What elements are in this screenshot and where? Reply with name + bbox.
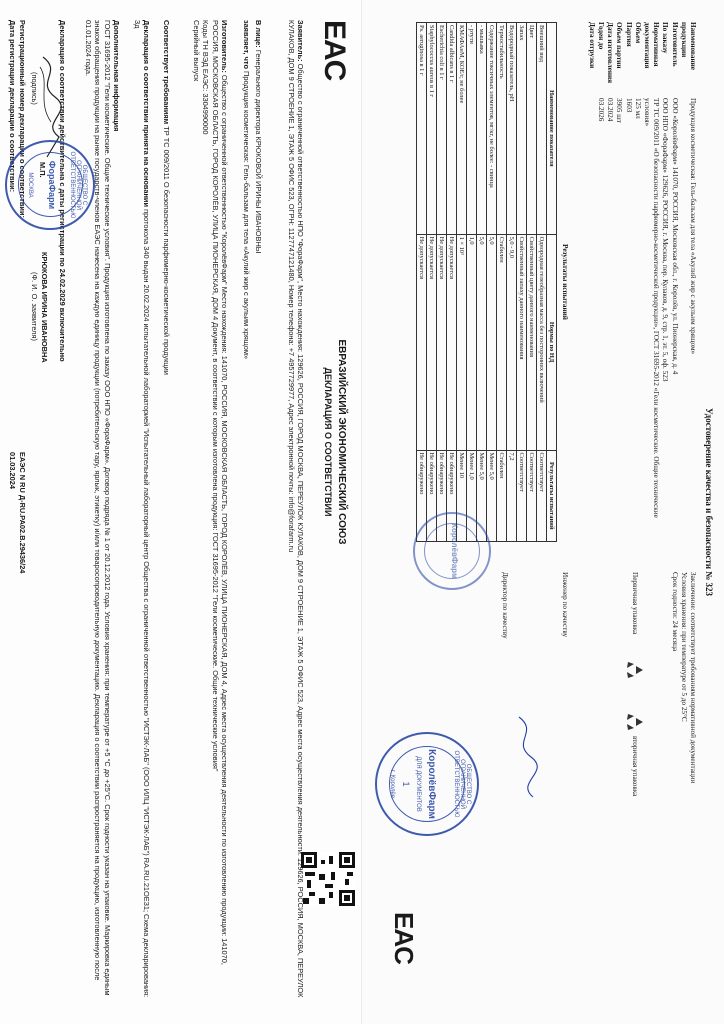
- table-row: [527, 23, 537, 542]
- declares-label: заявляет, что: [242, 20, 251, 69]
- person-text: Генерального директора КРЮКОВОЙ ИРИНЫ ИВАНОВНЫ: [254, 49, 263, 254]
- stamp-city: МОСКВА: [27, 172, 33, 198]
- maker-block: [191, 20, 229, 1000]
- conclusion-block: [669, 572, 697, 992]
- validity-text: 24.02.2029 включительно: [58, 268, 67, 362]
- reg-date: 01.03.2024: [8, 452, 17, 489]
- table-cell: - мышьяка: [477, 23, 487, 235]
- volume-label: Объем: [633, 22, 642, 44]
- page-divider: [361, 0, 362, 1024]
- qr-code-icon: [301, 852, 355, 906]
- extra-label: Дополнительная информация: [112, 20, 121, 132]
- eac-logo: EAC: [389, 912, 419, 964]
- declaration-title: ДЕКЛАРАЦИЯ О СООТВЕТСТВИИ: [323, 367, 333, 517]
- declares-text: Продукция косметическая: Гель-бальзам для тела «Акулий жир с акульим хрящом»: [242, 71, 251, 360]
- table-row: [437, 23, 447, 542]
- recycle-icon: [625, 712, 645, 732]
- table-cell: Внешний вид: [537, 23, 547, 235]
- table-cell: 1,0: [467, 234, 477, 450]
- certificate-content: [367, 12, 719, 1012]
- table-row: [497, 23, 507, 542]
- table-row: [457, 23, 467, 542]
- table-cell: Свойственный запаху данного наименования: [517, 234, 527, 450]
- reg-number-label: Регистрационный номер декларации о соответствии:: [18, 20, 27, 218]
- signature-image: [509, 712, 539, 802]
- product-value: Продукция косметическая: Гель-бальзам для тела «Акулий жир с акульим хрящом»: [689, 98, 697, 355]
- batch-value: 1603: [624, 98, 633, 113]
- stamp-name: КоролёвФарм: [426, 749, 437, 819]
- order-label: По заказу: [661, 22, 670, 54]
- conform-label: Соответствует требованиям: [162, 20, 171, 125]
- table-row: [447, 23, 457, 542]
- table-cell: Запах: [517, 23, 527, 235]
- norm-value: ТР ТС 009/2011 «О безопасности парфюмерно-косметической продукции», ГОСТ 31695-2012 «Гели косметические. Общие технические условия»: [642, 98, 661, 518]
- table-cell: Не допускается: [447, 234, 457, 450]
- doc-line: Документ, в соответствии с которым изготовлена продукция: ГОСТ 31695-2012 "Гели косметические. Общие технические условия": [210, 322, 220, 772]
- eac-logo: EAC: [318, 20, 351, 81]
- signer-caption: (Ф. И. О. заявителя): [30, 272, 39, 341]
- table-cell: Менее 5,0: [487, 450, 497, 541]
- person-block: [254, 20, 263, 1000]
- conform-text: ТР ТС 009/2011 О безопасности парфюмерно-косметической продукции: [162, 126, 171, 375]
- signature-caption: (подпись): [30, 72, 39, 105]
- mp-mark: М.П.: [38, 162, 47, 178]
- person-label: В лице:: [254, 20, 263, 48]
- stamp-name: ФораФарм: [47, 160, 57, 210]
- declaration-content: [5, 12, 357, 1012]
- stamp-name: КоролёвФарм: [450, 523, 459, 579]
- table-cell: 5,0: [477, 234, 487, 450]
- maker-label: Изготовитель: [670, 22, 679, 67]
- table-cell: Не допускается: [427, 234, 437, 450]
- ship-label: Дата отгрузки: [587, 22, 596, 69]
- table-row: [417, 23, 427, 542]
- table-cell: Candida albicans в 1 г: [447, 23, 457, 235]
- applicant-block: [286, 20, 305, 1000]
- volume-value: 125 мл: [633, 98, 642, 119]
- table-row: [427, 23, 437, 542]
- table-cell: Staphylococcus aureus в 1 г: [427, 23, 437, 235]
- table-cell: Соответствует: [537, 450, 547, 541]
- table-cell: Соответствует: [517, 450, 527, 541]
- made-value: 03.2024: [606, 98, 615, 122]
- table-cell: 7,2: [507, 450, 517, 541]
- batch-volume-label: Объем партии: [615, 22, 624, 69]
- results-table: [416, 22, 557, 542]
- director-label: Директор по качеству: [501, 572, 509, 639]
- certificate-title: Удостоверение качества и безопасности № 323: [704, 407, 714, 597]
- table-row: [487, 23, 497, 542]
- maker-label: Изготовитель:: [220, 20, 229, 73]
- results-title: Результаты испытаний: [561, 244, 569, 320]
- reg-date-label: Дата регистрации декларации о соответствии:: [8, 20, 17, 193]
- batch-label: Партия: [624, 22, 633, 47]
- table-cell: Не обнаружено: [437, 450, 447, 541]
- maker-value: ООО «КоролёвФарм» 141070, РОССИЯ, Московская обл., г. Королёв, ул. Пионерская, д. 4: [670, 98, 679, 375]
- made-label: Дата изготовления: [606, 22, 615, 84]
- applicant-label: Заявитель:: [296, 20, 305, 62]
- table-cell: Цвет: [527, 23, 537, 235]
- table-row: [477, 23, 487, 542]
- reg-number: ЕАЭС N RU Д-RU.РА02.В.29436/24: [18, 452, 27, 574]
- engineer-label: Инженер по качеству: [561, 572, 569, 638]
- primary-pack-label: Первичная упаковка: [631, 572, 639, 635]
- basis-label: Декларация о соответствии принята на основании: [142, 20, 151, 207]
- table-cell: Свойственный цвету данного наименования: [527, 234, 537, 450]
- norm-label: Нормативная документация: [642, 22, 661, 69]
- basis-block: [132, 20, 151, 1000]
- stamp-city: г. Королёв: [389, 769, 395, 799]
- table-cell: - ртути: [467, 23, 477, 235]
- conformity-block: [162, 20, 171, 1000]
- storage-text: Условия хранения: при температуре от 5 до 25°С: [679, 572, 688, 722]
- extra-text: ГОСТ 31695-2012 "Гели косметические. Общие технические условия". Продукция изготовлена по заказу ООО НПО «ФораФарм». Договор подряда № 1 от 20.12.2012 года. Условия хранения: при температуре от +5 °С до +25°С. Срок годности указан на упаковке. Маркировка единым знаком обращения продукции на рынке государств-членов ЕАЭС нанесена на каждую единицу продукции (потребительскую тару, ярлык, этикетку) и/или товаросопроводительную документацию. Декларация о соответствии распространяется на продукцию, изготовленную после 01.01.2024 года.: [83, 20, 112, 996]
- table-cell: Соответствует: [527, 450, 537, 541]
- conclusion-text: Заключение: соответствует требованиям нормативной документации: [689, 572, 697, 784]
- table-header: Результаты испытаний: [547, 450, 557, 541]
- table-cell: 5,0: [487, 234, 497, 450]
- table-cell: Водородный показатель, pH: [507, 23, 517, 235]
- expiry-value: 03.2026: [596, 98, 605, 122]
- union-title: ЕВРАЗИЙСКИЙ ЭКОНОМИЧЕСКИЙ СОЮЗ: [336, 339, 347, 545]
- table-cell: Термостабильность: [497, 23, 507, 235]
- company-stamp: [5, 140, 95, 230]
- table-cell: Не обнаружено: [447, 450, 457, 541]
- table-cell: Не допускается: [417, 234, 427, 450]
- validity-label: Декларация о соответствии действительна с даты регистрации по: [58, 20, 67, 267]
- table-header: Наименование показателя: [547, 23, 557, 235]
- applicant-text: Общество с ограниченной ответственностью НПО "ФораФарм", Место нахождения: 129626, РОССИЯ, ГОРОД МОСКВА, ПЕРЕУЛОК КУЛАКОВ, ДОМ 9 СТРОЕНИЕ 1, ЭТАЖ 5 ОФИС 523, Адрес места осуществления деятельности: 129626, РОССИЯ, МОСКВА, ПЕРЕУЛОК КУЛАКОВ, ДОМ 9 СТРОЕНИЕ 1, ЭТАЖ 5 ОФИС 523, ОГРН: 1127747121480, Номер телефона: +7 4957729977, Адрес электронной почты: info@forafarm.ru: [286, 20, 305, 998]
- company-stamp: [413, 512, 491, 590]
- table-cell: Однородная гелеобразная масса без посторонних включений: [537, 234, 547, 450]
- table-cell: Менее 10: [457, 450, 467, 541]
- table-cell: Ps. aeruginosa в 1 г: [417, 23, 427, 235]
- product-label: Наименование продукции: [679, 22, 697, 70]
- table-cell: Менее 1,0: [467, 450, 477, 541]
- table-row: [507, 23, 517, 542]
- product-info: [587, 22, 697, 542]
- tnved-codes: Коды ТН ВЭД ЕАЭС: 3304990000: [201, 20, 211, 135]
- stamp-number: 1: [401, 781, 411, 787]
- maker-text: Общество с ограниченной ответственностью "КоролёвФарм" Место нахождения: 141070, РОССИЯ, МОСКОВСКАЯ ОБЛАСТЬ, ГОРОД КОРОЛЁВ, УЛИЦА ПИОНЕРСКАЯ, ДОМ 4, Адрес места осуществления деятельности по изготовлению продукции: 141070, РОССИЯ, МОСКОВСКАЯ ОБЛАСТЬ, ГОРОД КОРОЛЁВ, УЛИЦА ПИОНЕРСКАЯ, ДОМ 4: [210, 20, 229, 965]
- declares-block: [242, 20, 251, 1000]
- table-row: [517, 23, 527, 542]
- table-cell: Не допускается: [437, 234, 447, 450]
- table-cell: Содержание токсичных элементов, мг/кг, не более: - свинца: [487, 23, 497, 235]
- serial-release: Серийный выпуск: [191, 20, 201, 82]
- table-cell: Менее 5,0: [477, 450, 487, 541]
- recycle-icon: [625, 660, 645, 680]
- shelf-life-text: Срок годности: 24 месяца: [670, 572, 679, 652]
- order-value: ООО НПО «ФораФарм» 129626, РОССИЯ, г. Москва, пер. Кулаков, д. 9, стр. 1, эт. 5, оф. 523: [661, 98, 670, 382]
- stamp-label: ДЛЯ ДОКУМЕНТОВ: [415, 756, 421, 812]
- table-header: Нормы по НД: [547, 234, 557, 450]
- batch-volume-value: 3905 шт: [615, 98, 624, 123]
- table-cell: Стабилен: [497, 234, 507, 450]
- table-cell: 5,0 - 9,0: [507, 234, 517, 450]
- table-row: [467, 23, 477, 542]
- expiry-label: Годен до: [596, 22, 605, 50]
- signer-name: КРЮКОВА ИРИНА ИВАНОВНА: [40, 252, 49, 363]
- stamp-company-text: ОБЩЕСТВО С ОГРАНИЧЕННОЙ ОТВЕТСТВЕННОСТЬЮ: [69, 151, 87, 219]
- table-cell: Не обнаружено: [427, 450, 437, 541]
- basis-text: протокола 340 выдан 20.02.2024 испытательной лабораторией "Испытательный лабораторный центр Общества с ограниченной ответственностью "ИСТЭК-ЛАБ" (ООО ИЛЦ "ИСТЭК-ЛАБ") RA.RU.21ОЕ31; Схема декларирования: 3д: [132, 20, 151, 998]
- table-cell: 1 × 10³: [457, 234, 467, 450]
- stamp-company-text: ОБЩЕСТВО С ОГРАНИЧЕННОЙ ОТВЕТСТВЕННОСТЬЮ: [453, 750, 471, 818]
- secondary-pack-label: вторичная упаковка: [631, 736, 639, 797]
- table-cell: Стабилен: [497, 450, 507, 541]
- table-cell: КМАФАнМ, КОЕ/г, не более: [457, 23, 467, 235]
- table-cell: Escherichia coli в 1 г: [437, 23, 447, 235]
- table-cell: Не обнаружено: [417, 450, 427, 541]
- table-row: [537, 23, 547, 542]
- company-stamp: [375, 732, 479, 836]
